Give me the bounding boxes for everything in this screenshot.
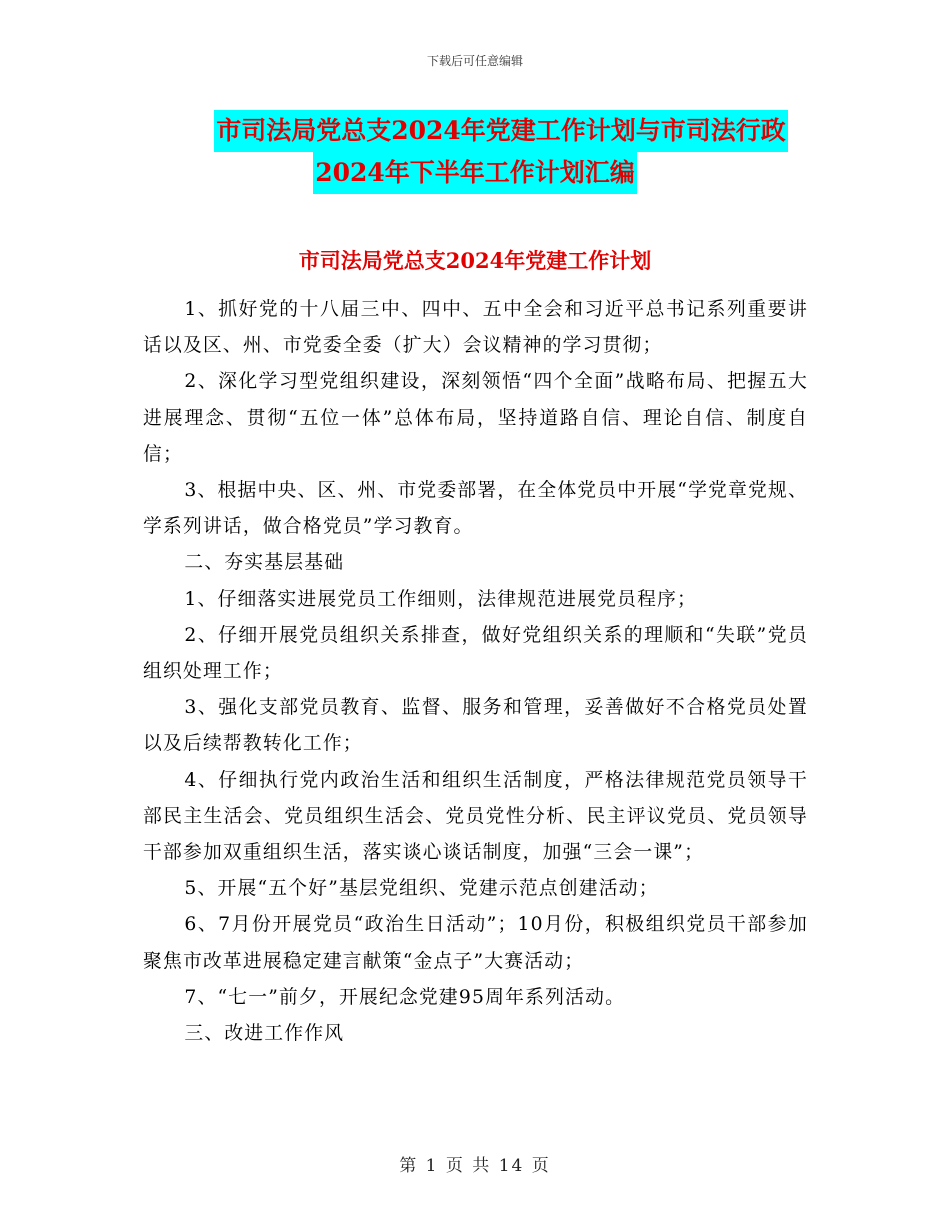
paragraph: 3、根据中央、区、州、市党委部署，在全体党员中开展“学党章党规、学系列讲话，做合格党员”学习教育。	[143, 480, 808, 538]
paragraph: 1、抓好党的十八届三中、四中、五中全会和习近平总书记系列重要讲话以及区、州、市党委全委（扩大）会议精神的学习贯彻；	[143, 299, 808, 357]
paragraph: 2、深化学习型党组织建设，深刻领悟“四个全面”战略布局、把握五大进展理念、贯彻“五位一体”总体布局，坚持道路自信、理论自信、制度自信；	[143, 371, 808, 465]
subheading: 三、改进工作作风	[184, 1023, 345, 1045]
document-title-line-2: 2024年下半年工作计划汇编	[313, 152, 637, 194]
paragraph: 6、7月份开展党员“政治生日活动”；10月份，积极组织党员干部参加聚焦市改革进展稳定建言献策“金点子”大赛活动；	[143, 914, 808, 972]
page-number: 第 1 页 共 14 页	[399, 1156, 551, 1176]
page-header-note: 下载后可任意编辑	[426, 54, 523, 68]
paragraph: 5、开展“五个好”基层党组织、党建示范点创建活动；	[184, 878, 659, 900]
section-title: 市司法局党总支2024年党建工作计划	[298, 248, 652, 273]
paragraph: 1、仔细落实进展党员工作细则，法律规范进展党员程序；	[184, 588, 698, 610]
document-title-line-1: 市司法局党总支2024年党建工作计划与市司法行政	[214, 110, 788, 152]
paragraph: 7、“七一”前夕，开展纪念党建95周年系列活动。	[184, 986, 626, 1008]
subheading: 二、夯实基层基础	[184, 552, 345, 574]
document-title	[0, 110, 950, 194]
document-body	[143, 292, 808, 1052]
paragraph: 3、强化支部党员教育、监督、服务和管理，妥善做好不合格党员处置以及后续帮教转化工作；	[143, 697, 808, 755]
paragraph: 4、仔细执行党内政治生活和组织生活制度，严格法律规范党员领导干部民主生活会、党员组织生活会、党员党性分析、民主评议党员、党员领导干部参加双重组织生活，落实谈心谈话制度，加强“三会一课”；	[143, 769, 808, 864]
paragraph: 2、仔细开展党员组织关系排查，做好党组织关系的理顺和“失联”党员组织处理工作；	[143, 624, 808, 683]
